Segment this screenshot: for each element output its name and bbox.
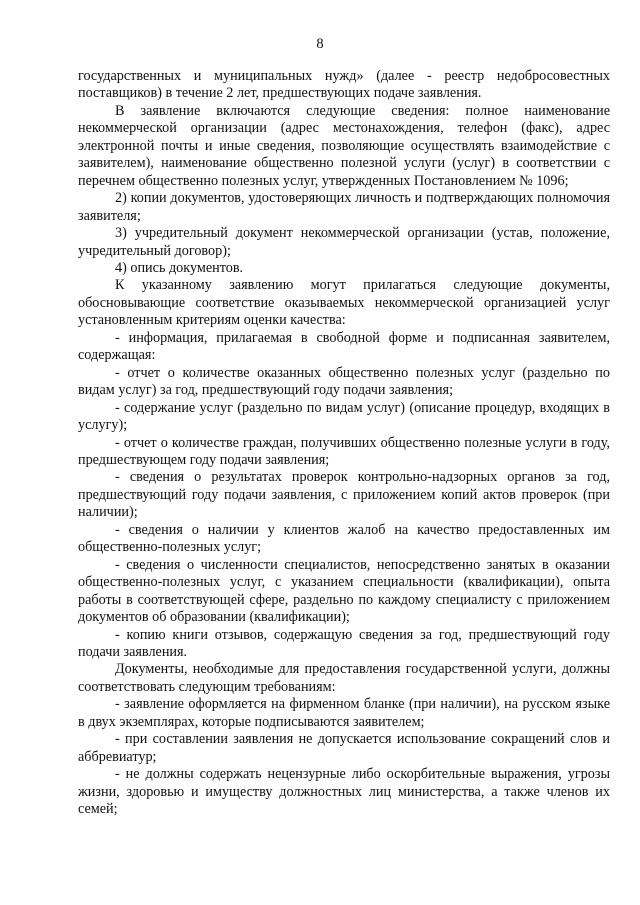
paragraph: - информация, прилагаемая в свободной форме и подписанная заявителем, содержащая: (78, 329, 610, 364)
paragraph: - при составлении заявления не допускается использование сокращений слов и аббревиатур; (78, 731, 610, 765)
paragraph: - копию книги отзывов, содержащую сведения за год, предшествующий году подачи заявления. (78, 626, 610, 660)
paragraph: - отчет о количестве граждан, получивших общественно полезные услуги в году, предшествующем году подачи заявления; (78, 434, 610, 468)
paragraph: - не должны содержать нецензурные либо оскорбительные выражения, угрозы жизни, здоровью и имуществу должностных лиц министерства, а также членов их семей; (78, 766, 610, 818)
paragraph: Документы, необходимые для предоставления государственной услуги, должны соответствовать следующим требованиям: (78, 661, 610, 695)
paragraph: 4) опись документов. (115, 259, 244, 276)
paragraph: - сведения о результатах проверок контрольно-надзорных органов за год, предшествующий году подачи заявления, с приложением копий актов проверок (при наличии); (78, 469, 610, 521)
paragraph: В заявление включаются следующие сведения: полное наименование некоммерческой организации (адрес местонахождения, телефон (факс), адрес электронной почты и иные сведения, позволяющие осуществлять взаимодействие с заявителем), наименование общественно полезной услуги (услуг) в соответствии с перечнем общественно полезных услуг, утвержденных Постановлением № 1096; (78, 102, 610, 189)
paragraph: - заявление оформляется на фирменном бланке (при наличии), на русском языке в двух экземплярах, которые подписываются заявителем; (78, 696, 610, 730)
paragraph: К указанному заявлению могут прилагаться следующие документы, обосновывающие соответствие оказываемых некоммерческой организацией услуг установленным критериям оценки качества: (78, 277, 610, 329)
paragraph: 3) учредительный документ некоммерческой организации (устав, положение, учредительный договор); (78, 225, 610, 259)
paragraph: 2) копии документов, удостоверяющих личность и подтверждающих полномочия заявителя; (78, 190, 610, 224)
paragraph: государственных и муниципальных нужд» (далее - реестр недобросовестных поставщиков) в течение 2 лет, предшествующих подаче заявления. (78, 68, 610, 102)
paragraph: - сведения о численности специалистов, непосредственно занятых в оказании общественно-полезных услуг, с указанием специальности (квалификации), опыта работы в соответствующей сфере, раздельно по каждому специалисту с приложением документов об образовании (квалификации); (78, 556, 610, 626)
document-body (78, 68, 610, 818)
page-number: 8 (316, 36, 324, 52)
paragraph: - сведения о наличии у клиентов жалоб на качество предоставленных им общественно-полезных услуг; (78, 521, 610, 556)
paragraph: - содержание услуг (раздельно по видам услуг) (описание процедур, входящих в услугу); (78, 399, 610, 434)
paragraph: - отчет о количестве оказанных общественно полезных услуг (раздельно по видам услуг) за год, предшествующий году подачи заявления; (78, 364, 610, 399)
